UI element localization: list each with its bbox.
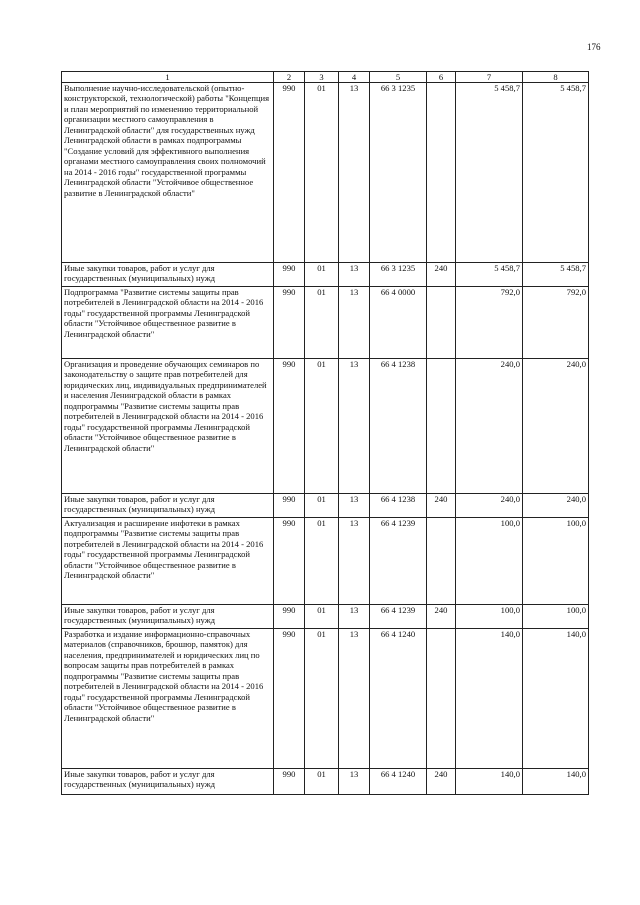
cell-admin-code: 990 — [274, 629, 305, 769]
cell-section: 01 — [305, 359, 339, 494]
cell-subsection: 13 — [339, 518, 370, 605]
cell-target-article: 66 3 1235 — [370, 83, 427, 263]
cell-target-article: 66 4 1238 — [370, 359, 427, 494]
cell-expense-type: 240 — [427, 494, 456, 518]
cell-admin-code: 990 — [274, 518, 305, 605]
cell-amount-col7: 100,0 — [456, 518, 523, 605]
cell-amount-col8: 140,0 — [523, 769, 589, 795]
cell-subsection: 13 — [339, 287, 370, 359]
cell-amount-col7: 140,0 — [456, 629, 523, 769]
column-header: 4 — [339, 72, 370, 83]
cell-amount-col8: 792,0 — [523, 287, 589, 359]
cell-admin-code: 990 — [274, 494, 305, 518]
budget-table — [61, 71, 589, 795]
cell-target-article: 66 4 1238 — [370, 494, 427, 518]
cell-amount-col7: 240,0 — [456, 494, 523, 518]
cell-subsection: 13 — [339, 83, 370, 263]
cell-expense-type — [427, 287, 456, 359]
column-header: 5 — [370, 72, 427, 83]
cell-subsection: 13 — [339, 263, 370, 287]
table-row — [62, 518, 589, 605]
cell-subsection: 13 — [339, 359, 370, 494]
table-row — [62, 494, 589, 518]
row-description: Разработка и издание информационно-справочных материалов (справочников, брошюр, памяток) для населения, предпринимателей и юридических лиц по вопросам защиты прав потребителей в рамках подпрограммы "Развитие системы защиты прав потребителей в Ленинградской области на 2014 - 2016 годы" государственной программы Ленинградской области "Устойчивое общественное развитие в Ленинградской области" — [62, 629, 274, 769]
cell-expense-type — [427, 83, 456, 263]
cell-section: 01 — [305, 769, 339, 795]
cell-amount-col8: 140,0 — [523, 629, 589, 769]
table-row — [62, 263, 589, 287]
cell-admin-code: 990 — [274, 769, 305, 795]
cell-expense-type: 240 — [427, 769, 456, 795]
cell-amount-col7: 5 458,7 — [456, 263, 523, 287]
cell-subsection: 13 — [339, 769, 370, 795]
column-header: 3 — [305, 72, 339, 83]
cell-expense-type — [427, 629, 456, 769]
cell-subsection: 13 — [339, 629, 370, 769]
table-row — [62, 605, 589, 629]
cell-target-article: 66 4 1239 — [370, 518, 427, 605]
cell-target-article: 66 4 1240 — [370, 769, 427, 795]
cell-target-article: 66 4 1239 — [370, 605, 427, 629]
cell-section: 01 — [305, 518, 339, 605]
cell-target-article: 66 4 0000 — [370, 287, 427, 359]
row-description: Иные закупки товаров, работ и услуг для государственных (муниципальных) нужд — [62, 605, 274, 629]
cell-target-article: 66 3 1235 — [370, 263, 427, 287]
cell-expense-type: 240 — [427, 263, 456, 287]
row-description: Выполнение научно-исследовательской (опытно-конструкторской, технологической) работы "Концепция и план мероприятий по изменению территориальной организации местного самоуправления в Ленинградской области" для государственных нужд Ленинградской области в рамках подпрограммы "Создание условий для эффективного выполнения органами местного самоуправления своих полномочий на 2014 - 2016 годы" государственной программы Ленинградской области "Устойчивое общественное развитие в Ленинградской области" — [62, 83, 274, 263]
cell-amount-col8: 5 458,7 — [523, 83, 589, 263]
cell-amount-col7: 140,0 — [456, 769, 523, 795]
cell-section: 01 — [305, 494, 339, 518]
row-description: Подпрограмма "Развитие системы защиты прав потребителей в Ленинградской области на 2014 - 2016 годы" государственной программы Ленинградской области "Устойчивое общественное развитие в Ленинградской области" — [62, 287, 274, 359]
column-header: 6 — [427, 72, 456, 83]
row-description: Иные закупки товаров, работ и услуг для государственных (муниципальных) нужд — [62, 769, 274, 795]
cell-amount-col7: 5 458,7 — [456, 83, 523, 263]
cell-section: 01 — [305, 629, 339, 769]
cell-admin-code: 990 — [274, 83, 305, 263]
cell-subsection: 13 — [339, 605, 370, 629]
cell-amount-col8: 100,0 — [523, 518, 589, 605]
table-row — [62, 359, 589, 494]
cell-expense-type — [427, 359, 456, 494]
cell-section: 01 — [305, 605, 339, 629]
cell-expense-type — [427, 518, 456, 605]
column-header: 8 — [523, 72, 589, 83]
column-header: 7 — [456, 72, 523, 83]
cell-section: 01 — [305, 287, 339, 359]
cell-amount-col7: 240,0 — [456, 359, 523, 494]
cell-amount-col8: 240,0 — [523, 359, 589, 494]
column-header: 2 — [274, 72, 305, 83]
row-description: Актуализация и расширение инфотеки в рамках подпрограммы "Развитие системы защиты прав потребителей в Ленинградской области на 2014 - 2016 годы" государственной программы Ленинградской области "Устойчивое общественное развитие в Ленинградской области" — [62, 518, 274, 605]
table-row — [62, 629, 589, 769]
header-row — [62, 72, 589, 83]
cell-amount-col8: 100,0 — [523, 605, 589, 629]
table-row — [62, 287, 589, 359]
row-description: Иные закупки товаров, работ и услуг для государственных (муниципальных) нужд — [62, 263, 274, 287]
column-header: 1 — [62, 72, 274, 83]
cell-amount-col8: 5 458,7 — [523, 263, 589, 287]
cell-amount-col7: 792,0 — [456, 287, 523, 359]
cell-admin-code: 990 — [274, 263, 305, 287]
row-description: Иные закупки товаров, работ и услуг для государственных (муниципальных) нужд — [62, 494, 274, 518]
page-number: 176 — [587, 42, 601, 52]
cell-admin-code: 990 — [274, 287, 305, 359]
cell-admin-code: 990 — [274, 359, 305, 494]
table-row — [62, 769, 589, 795]
row-description: Организация и проведение обучающих семинаров по законодательству о защите прав потребителей для юридических лиц, индивидуальных предпринимателей и населения Ленинградской области в рамках подпрограммы "Развитие системы защиты прав потребителей в Ленинградской области на 2014 - 2016 годы" государственной программы Ленинградской области "Устойчивое общественное развитие в Ленинградской области" — [62, 359, 274, 494]
cell-section: 01 — [305, 263, 339, 287]
cell-section: 01 — [305, 83, 339, 263]
cell-target-article: 66 4 1240 — [370, 629, 427, 769]
cell-amount-col7: 100,0 — [456, 605, 523, 629]
cell-amount-col8: 240,0 — [523, 494, 589, 518]
table-row — [62, 83, 589, 263]
cell-expense-type: 240 — [427, 605, 456, 629]
cell-subsection: 13 — [339, 494, 370, 518]
cell-admin-code: 990 — [274, 605, 305, 629]
